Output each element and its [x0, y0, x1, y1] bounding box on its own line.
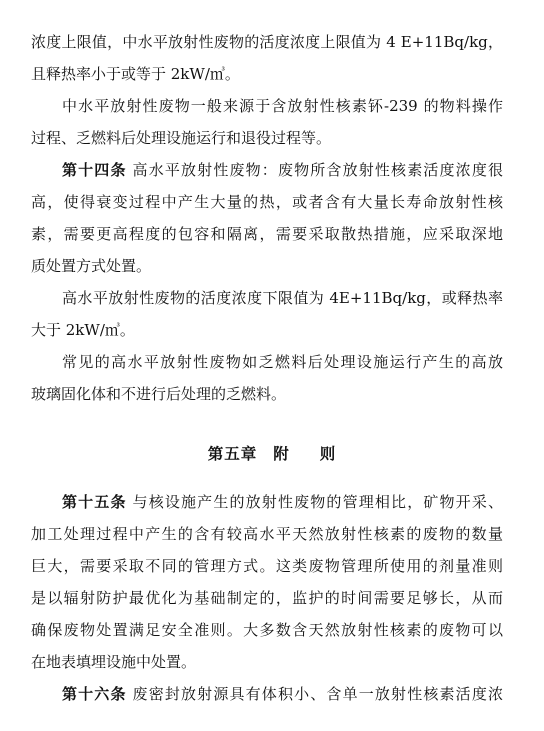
- text-line: 在地表填埋设施中处置。: [31, 653, 197, 671]
- text-span: 废密封放射源具有体积小、含单一放射性核素活度浓: [126, 685, 503, 703]
- text-line: 过程、乏燃料后处理设施运行和退役过程等。: [31, 129, 332, 147]
- text-span: 与核设施产生的放射性废物的管理相比，矿物开采、: [126, 493, 503, 511]
- text-line: 且释热率小于或等于 2kW/㎥。: [31, 65, 240, 83]
- text-line: 质处置方式处置。: [31, 257, 152, 275]
- text-line: 浓度上限值，中水平放射性废物的活度浓度上限值为 4 E+11Bq/kg，: [31, 33, 503, 51]
- text-line: 加工处理过程中产生的含有较高水平天然放射性核素的废物的数量: [31, 525, 503, 543]
- chapter-title-char: 则: [319, 444, 337, 463]
- text-line: 确保废物处置满足安全准则。大多数含天然放射性核素的废物可以: [31, 621, 503, 639]
- text-line: 素，需要更高程度的包容和隔离，需要采取散热措施，应采取深地: [31, 225, 503, 243]
- article-15-heading: 第十五条: [62, 493, 127, 511]
- chapter-title-char: 附: [273, 444, 290, 463]
- text-line: 是以辐射防护最优化为基础制定的，监护的时间需要足够长，从而: [31, 589, 503, 607]
- article-16-heading: 第十六条: [62, 685, 127, 703]
- text-line: 大于 2kW/㎥。: [31, 321, 135, 339]
- text-line: 玻璃固化体和不进行后处理的乏燃料。: [31, 385, 287, 403]
- article-14-heading: 第十四条: [62, 161, 127, 179]
- text-line: 高，使得衰变过程中产生大量的热，或者含有大量长寿命放射性核: [31, 193, 503, 211]
- article-14-first-line: [62, 154, 503, 186]
- text-span: 高水平放射性废物：废物所含放射性核素活度浓度很: [126, 161, 503, 179]
- text-line: 常见的高水平放射性废物如乏燃料后处理设施运行产生的高放: [62, 353, 503, 371]
- text-line: 中水平放射性废物一般来源于含放射性核素钚-239 的物料操作: [62, 97, 503, 115]
- chapter-heading: [0, 438, 544, 470]
- text-line: 高水平放射性废物的活度浓度下限值为 4E+11Bq/kg，或释热率: [62, 289, 503, 307]
- chapter-number: 第五章: [207, 444, 258, 463]
- text-line: 巨大，需要采取不同的管理方式。这类废物管理所使用的剂量准则: [31, 557, 503, 575]
- article-15-first-line: [62, 486, 503, 518]
- article-16-first-line: [62, 678, 503, 710]
